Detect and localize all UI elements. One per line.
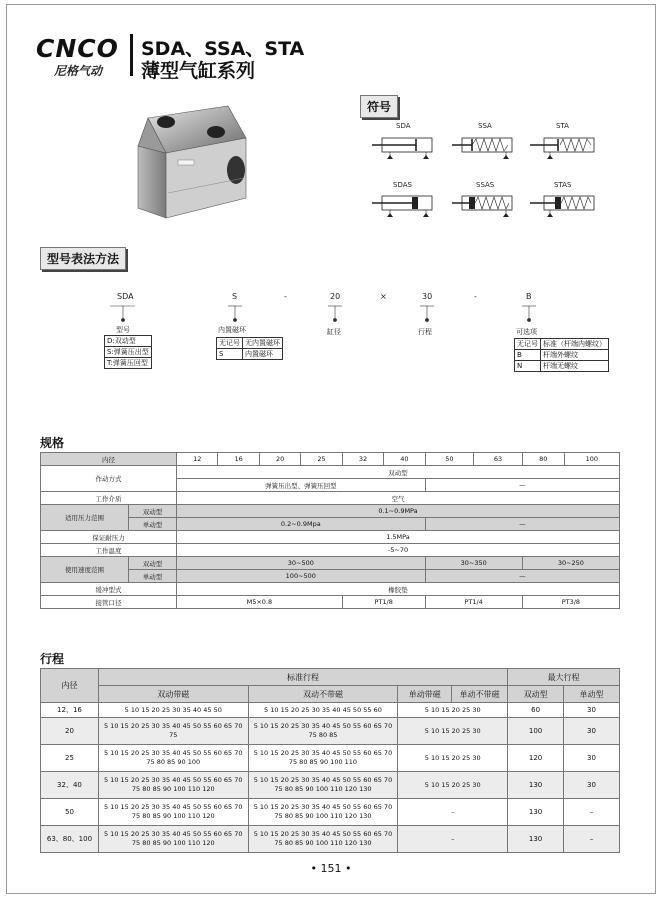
stroke-row-bore: 50 — [41, 799, 99, 826]
spec-speed-double-3: 30~250 — [522, 557, 619, 570]
stroke-table — [40, 668, 620, 853]
stroke-row-single: 5 10 15 20 25 30 — [398, 772, 508, 799]
spec-title: 规格 — [40, 436, 65, 450]
spec-bore-header: 内径 — [41, 453, 177, 466]
option-desc: 杆端无螺纹 — [541, 361, 609, 372]
spec-temp-value: -5~70 — [177, 544, 620, 557]
option-desc: 标准（杆端内螺纹） — [541, 339, 609, 350]
symbol-label-ssas: SSAS — [476, 181, 495, 189]
stroke-md-header: 双动型 — [508, 686, 564, 703]
code-part-model: SDA — [117, 292, 134, 301]
spec-temp-label: 工作温度 — [41, 544, 177, 557]
stroke-row-dn: 5 10 15 20 25 30 35 40 45 50 55 60 65 70 75 80 85 90 100 110 120 130 — [248, 772, 398, 799]
spec-pressure-single-value: 0.2~0.9Mpa — [177, 518, 426, 531]
spec-action-label: 作动方式 — [41, 466, 177, 492]
stroke-row-dn: 5 10 15 20 25 30 35 40 45 50 55 60 65 70 75 80 85 90 100 110 120 130 — [248, 826, 398, 853]
spec-bore: 63 — [474, 453, 523, 466]
spec-bore: 32 — [342, 453, 383, 466]
stroke-bore-header: 内径 — [41, 669, 99, 703]
code-part-dash-2: - — [474, 292, 477, 301]
stroke-std-header: 标准行程 — [98, 669, 507, 686]
magnet-code: S — [217, 349, 243, 360]
spec-proof-label: 保证耐压力 — [41, 531, 177, 544]
symbol-label-sta: STA — [556, 122, 569, 130]
bore-label: 缸径 — [327, 328, 341, 336]
spec-speed-double-1: 30~500 — [177, 557, 426, 570]
magnet-code: 无记号 — [217, 338, 243, 349]
option-desc: 杆端外螺纹 — [541, 350, 609, 361]
stroke-row-bore: 32、40 — [41, 772, 99, 799]
stroke-row-dm: 5 10 15 20 25 30 35 40 45 50 55 60 65 70 75 — [98, 718, 248, 745]
stroke-row-bore: 20 — [41, 718, 99, 745]
stroke-row-md: 130 — [508, 799, 564, 826]
model-code-title: 型号表法方法 — [40, 247, 126, 270]
magnet-table — [216, 337, 283, 360]
spec-pressure-label: 适用压力范围 — [41, 505, 129, 531]
series-title-en: SDA、SSA、STA — [141, 38, 305, 60]
spec-speed-single-1: 100~500 — [177, 570, 426, 583]
stroke-row-ms: – — [564, 826, 620, 853]
stroke-row-md: 130 — [508, 772, 564, 799]
stroke-sn-header: 单动不带磁 — [452, 686, 508, 703]
stroke-label: 行程 — [418, 328, 432, 336]
magnet-label: 内置磁环 — [218, 326, 246, 334]
spec-pressure-double-label: 双动型 — [129, 505, 177, 518]
type-item: S:弹簧压出型 — [105, 347, 152, 358]
stroke-row-md: 120 — [508, 745, 564, 772]
code-part-stroke: 30 — [422, 292, 433, 301]
spec-port-label: 接管口径 — [41, 596, 177, 609]
model-code-leaders — [0, 0, 662, 340]
symbol-label-ssa: SSA — [478, 122, 492, 130]
stroke-row-dn: 5 10 15 20 25 30 35 40 45 50 55 60 65 70 75 80 85 — [248, 718, 398, 745]
spec-speed-double-label: 双动型 — [129, 557, 177, 570]
code-part-dash-1: - — [284, 292, 287, 301]
stroke-row-md: 100 — [508, 718, 564, 745]
stroke-row-dn: 5 10 15 20 25 30 35 40 45 50 55 60 — [248, 703, 398, 718]
spec-bore: 100 — [564, 453, 619, 466]
spec-medium-label: 工作介质 — [41, 492, 177, 505]
spec-bore: 25 — [301, 453, 342, 466]
spec-speed-label: 使用速度范围 — [41, 557, 129, 583]
option-code: B — [515, 350, 541, 361]
spec-port-3: PT1/4 — [425, 596, 522, 609]
spec-bore: 80 — [522, 453, 564, 466]
stroke-row-dm: 5 10 15 20 25 30 35 40 45 50 55 60 65 70 75 80 85 90 100 110 120 — [98, 772, 248, 799]
option-table — [514, 338, 609, 372]
stroke-row-ms: 30 — [564, 772, 620, 799]
spec-bore: 16 — [218, 453, 259, 466]
type-table — [104, 335, 152, 369]
brand-subtitle: 尼格气动 — [54, 64, 103, 78]
stroke-dm-header: 双动带磁 — [98, 686, 248, 703]
type-item: D:双动型 — [105, 336, 152, 347]
stroke-row-bore: 25 — [41, 745, 99, 772]
spec-action-double: 双动型 — [177, 466, 620, 479]
stroke-row-dm: 5 10 15 20 25 30 35 40 45 50 — [98, 703, 248, 718]
stroke-title: 行程 — [40, 652, 65, 666]
code-part-times: × — [380, 292, 387, 301]
stroke-row-single: 5 10 15 20 25 30 — [398, 703, 508, 718]
series-title-cn: 薄型气缸系列 — [141, 60, 256, 82]
magnet-desc: 内置磁环 — [243, 349, 283, 360]
spec-bore: 40 — [384, 453, 425, 466]
symbol-label-sda: SDA — [396, 122, 411, 130]
spec-port-1: M5×0.8 — [177, 596, 343, 609]
page-number: • 151 • — [310, 862, 352, 875]
code-part-magnet: S — [232, 292, 238, 301]
stroke-row-dn: 5 10 15 20 25 30 35 40 45 50 55 60 65 70 75 80 85 90 100 110 — [248, 745, 398, 772]
spec-speed-double-2: 30~350 — [425, 557, 522, 570]
spec-bore: 50 — [425, 453, 474, 466]
stroke-ms-header: 单动型 — [564, 686, 620, 703]
spec-bore: 12 — [177, 453, 218, 466]
spec-bore: 20 — [259, 453, 300, 466]
stroke-row-ms: – — [564, 799, 620, 826]
stroke-row-dn: 5 10 15 20 25 30 35 40 45 50 55 60 65 70 75 80 85 90 100 110 120 130 — [248, 799, 398, 826]
option-label: 可选项 — [516, 328, 537, 336]
stroke-row-md: 60 — [508, 703, 564, 718]
stroke-row-ms: 30 — [564, 745, 620, 772]
stroke-row-single: 5 10 15 20 25 30 — [398, 745, 508, 772]
stroke-sm-header: 单动带磁 — [398, 686, 452, 703]
spec-action-dash: — — [425, 479, 619, 492]
stroke-row-single: 5 10 15 20 25 30 — [398, 718, 508, 745]
spec-speed-single-dash: — — [425, 570, 619, 583]
option-code: N — [515, 361, 541, 372]
spec-port-2: PT1/8 — [342, 596, 425, 609]
spec-cushion-label: 缓冲型式 — [41, 583, 177, 596]
code-part-option: B — [526, 292, 532, 301]
stroke-row-single: – — [398, 799, 508, 826]
spec-port-4: PT3/8 — [522, 596, 619, 609]
spec-pressure-single-dash: — — [425, 518, 619, 531]
stroke-row-ms: 30 — [564, 718, 620, 745]
brand-logo: CNCO — [36, 34, 119, 63]
stroke-max-header: 最大行程 — [508, 669, 620, 686]
code-part-bore: 20 — [330, 292, 341, 301]
stroke-row-ms: 30 — [564, 703, 620, 718]
spec-pressure-single-label: 单动型 — [129, 518, 177, 531]
stroke-row-md: 130 — [508, 826, 564, 853]
type-label: 型号 — [116, 326, 130, 334]
stroke-row-dm: 5 10 15 20 25 30 35 40 45 50 55 60 65 70 75 80 85 90 100 110 120 — [98, 799, 248, 826]
stroke-dn-header: 双动不带磁 — [248, 686, 398, 703]
stroke-row-bore: 63、80、100 — [41, 826, 99, 853]
stroke-row-bore: 12、16 — [41, 703, 99, 718]
spec-medium-value: 空气 — [177, 492, 620, 505]
symbol-label-sdas: SDAS — [393, 181, 412, 189]
spec-proof-value: 1.5MPa — [177, 531, 620, 544]
stroke-row-single: – — [398, 826, 508, 853]
magnet-desc: 无内置磁环 — [243, 338, 283, 349]
stroke-row-dm: 5 10 15 20 25 30 35 40 45 50 55 60 65 70 75 80 85 90 100 110 120 — [98, 826, 248, 853]
symbols-title: 符号 — [360, 95, 398, 118]
spec-speed-single-label: 单动型 — [129, 570, 177, 583]
spec-table — [40, 452, 620, 609]
symbol-label-stas: STAS — [554, 181, 572, 189]
spec-action-single: 弹簧压出型、弹簧压回型 — [177, 479, 426, 492]
spec-cushion-value: 橡胶垫 — [177, 583, 620, 596]
type-item: T:弹簧压回型 — [105, 358, 152, 369]
spec-pressure-double-value: 0.1~0.9MPa — [177, 505, 620, 518]
stroke-row-dm: 5 10 15 20 25 30 35 40 45 50 55 60 65 70 75 80 85 90 100 — [98, 745, 248, 772]
option-code: 无记号 — [515, 339, 541, 350]
